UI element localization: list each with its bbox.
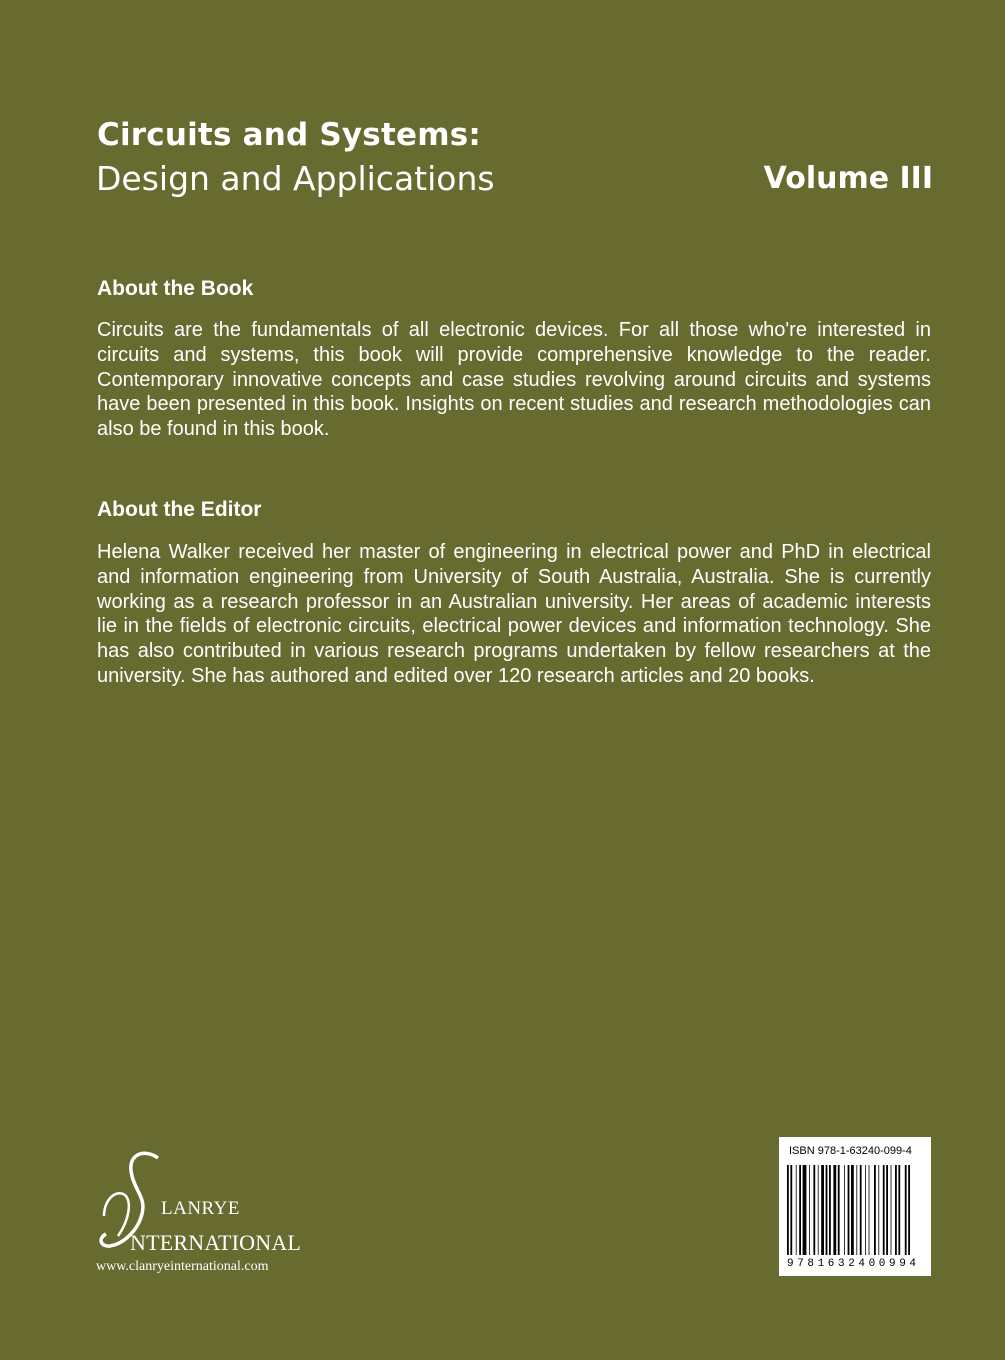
barcode-panel	[779, 1137, 931, 1276]
about-book-text: Circuits are the fundamentals of all electronic devices. For all those who're interested in circuits and systems, this book will provide comprehensive knowledge to the reader. Contemporary innovative concepts and case studies revolving around circuits and systems have been presented in this book. Insights on recent studies and research methodologies can also be found in this book.	[97, 319, 931, 441]
about-editor-heading: About the Editor	[97, 498, 262, 521]
isbn-label: ISBN 978-1-63240-099-4	[789, 1145, 912, 1157]
publisher-name-line2: NTERNATIONAL	[130, 1230, 302, 1255]
publisher-logo	[96, 1146, 326, 1276]
publisher-url: www.clanryeinternational.com	[96, 1259, 269, 1274]
about-editor-text: Helena Walker received her master of engineering in electrical power and PhD in electrical and information engineering from University of South Australia, Australia. She is currently working as a research professor in an Australian university. Her areas of academic interests lie in the fields of electronic circuits, electrical power devices and information technology. She has also contributed in various research programs undertaken by fellow researchers at the university. She has authored and edited over 120 research articles and 20 books.	[97, 541, 931, 687]
volume-label: Volume III	[763, 161, 933, 196]
book-subtitle: Design and Applications	[96, 159, 495, 198]
barcode-digit-text: 9781632400994	[787, 1258, 920, 1270]
publisher-name-line1: LANRYE	[161, 1198, 240, 1219]
barcode-icon	[787, 1165, 925, 1259]
about-book-heading: About the Book	[97, 277, 254, 300]
barcode-digits	[787, 1258, 925, 1270]
book-title: Circuits and Systems:	[97, 117, 481, 153]
